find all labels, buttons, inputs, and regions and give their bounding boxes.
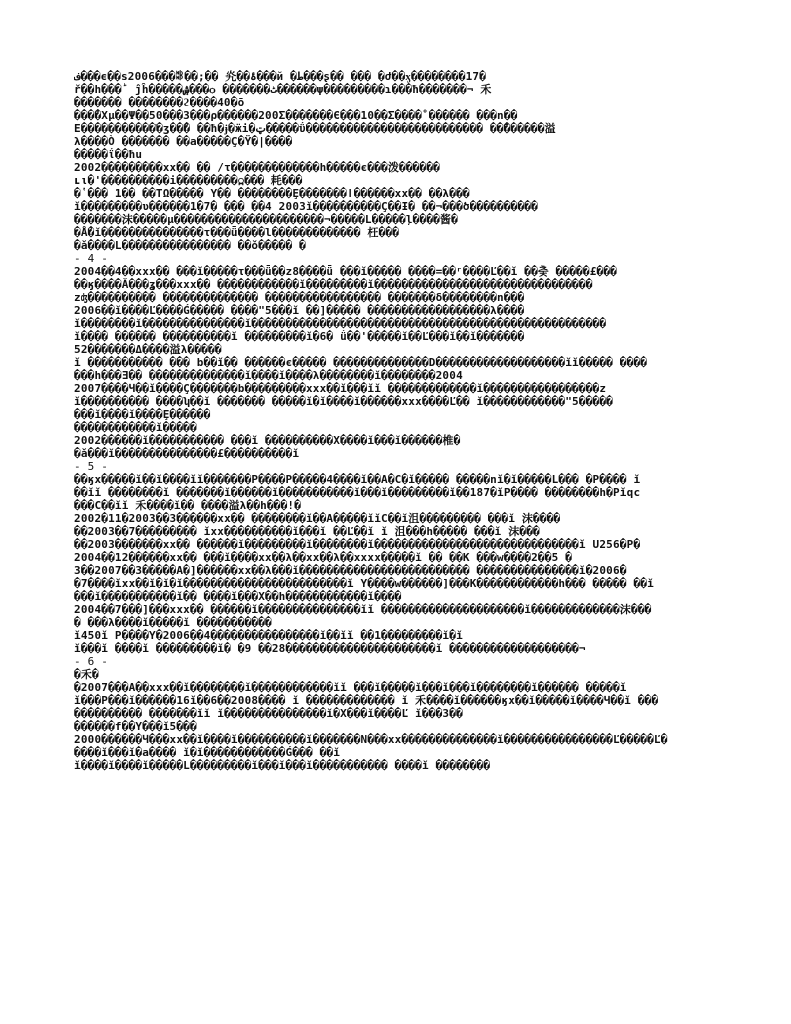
text-line: ǐ��������ǐ���������������ǐ���������������������������������������������������� (74, 317, 607, 330)
document-body (74, 70, 724, 772)
text-line: 2000������Ч���xx��ǐ����ǐ����������ǐ�������N���xx��������������ǐ����������������Ľ�����Ľ� (74, 733, 668, 746)
text-line: ř��h���ؕ ĵĥ�����ۺ���ѻ �������ٹ������ψ���������ɿ���ħ�������¬ 禾 (74, 83, 492, 96)
text-line: 2004��12������xx�� ���ǐ����xx��λ��xx��λ��xxxx�����ǐ �� ��K ���w����2��5 � (74, 551, 573, 564)
text-line: 2002���������xx�� �� /τ�������������h�����є���泼������ (74, 161, 440, 174)
text-line: �������沫�����μ����������������������¬�����L�����ļ����酱� (74, 213, 458, 226)
text-line: ��2003�������xx�� ������ǐ���������ǐ��������ǐ������������������������������ǐ U256�P� (74, 538, 641, 551)
text-line: 52�������Δ����溢λ����� (74, 343, 222, 356)
text-line: ǐ���������ʋ������1�7� ��� ��4 2003ǐ����������Ç��Ɨ� ��¬���ծ���������� (74, 200, 538, 213)
text-line: ���ǐ����ǐ����Ȩ������ (74, 408, 211, 421)
text-line: ���̆�Xµ��Ψ��50���3���ρ������200Σ�������Є���10��Σ����̊ ������ ���n�� (74, 109, 518, 122)
text-line: �ǎ���ǐ���������������£����������ǐ (74, 447, 300, 460)
page-number: - 4 - (74, 252, 109, 265)
text-line: zʤ���������� �������������� ����������������� �������δ��������n��� (74, 291, 525, 304)
text-line: 2004��4��xxx�� ���ǐ�����τ���ǖ��z8����ǖ ���ǐ����� ����=��ʳ����Ľ��ǐ ��춪 �����£��� (74, 265, 617, 278)
text-line: 2002������ǐ����������� ���ǐ ����������X����ǐ���ǐ������椎� (74, 434, 461, 447)
text-line: �Ǻ�ǐ���������������τ���ǖ����l������������� 枉��� (74, 226, 400, 239)
text-line: �2007���A��xxx��ǐ��������ǐ������������ǐǐ ���ǐ�����ǐ���ǐ���ǐ��������ǐ������ �����ǐ (74, 681, 627, 694)
text-line: �ʽ��� 1�� ��ΤΩ����� Y�� ��������Ȩ�������ǀ������xx�� ��λ��� (74, 187, 470, 200)
text-line: � ���λ����ǐ�����ǐ ����������� (74, 616, 272, 629)
text-line: ǐ ����������� ��� b��ǐ�� ������є����� ��������������D�������������������ǐǐ����� ���� (74, 356, 648, 369)
text-line: �7����ǐxx��ǐ�ǐ�ǐ������������������������ǐ Y����w������]���K������������h��� ����� ��ǐ (74, 577, 654, 590)
text-line: ���h���Ǝ�� ��������������ǐ����ǐ����λ��������ǐ��������2004 (74, 369, 463, 382)
text-line: Ε�����������ֿ�ʒ��̋� ��ħ�ɉ�ӝi�ټ�����ΰ�������������������������� ��̄������溢 (74, 122, 556, 135)
text-line: 2007����Ч��ǐ����Ç�������b���������xxx��ǐ���ǐǐ �������������ǐ�����������������z (74, 382, 607, 395)
text-line: ǐ����ǐ����ǐ�����L���������ǐ���ǐ���ǐ����������� ����ǐ �������� (74, 759, 491, 772)
text-line: 2002�11�2003��3������xx�� ��������ǐ��A�����ǐǐC��ǐ沮��������� ���ǐ 沫���� (74, 512, 561, 525)
text-line: ���ǐ�����������ǐ�� ����ǐ���X��h������������ǐ���� (74, 590, 402, 603)
text-line: ����ǐ���ǐ�a���� ǐ�ǐ������������Ǵ��� ��ǐ (74, 746, 341, 759)
text-line: ������� ��������ϩ����40�ō (74, 96, 245, 109)
text-line: ��ǐǐ ��������ǐ �������ǐ������ǐ�����������ǐ���ǐ���������ǐ��187�ǐP���� ��������h�Pǐqc (74, 486, 641, 499)
text-line: ���������� �������ǐǐ ǐ���������������ǐ�X���ǐ����Ľ ǐ���3�� (74, 707, 463, 720)
text-line: ��2003��7��������� ǐxx����������ǐ���ǐ ��Ľ��ǐ ǐ 沮���h����� ���ǐ 沫��� (74, 525, 540, 538)
text-line: ʟι�'����������i���������߽��� 耗��� (74, 174, 303, 187)
text-line: ǐ���P���ǐ������16ǐ��6��2008���� ǐ ������������� ǐ 禾����ǐ������ӄx��ǐ�����ǐ����Ч��ǐ ��� (74, 694, 659, 707)
text-line: �禾� (74, 668, 99, 681)
text-line: �����ΐ��ħu (74, 148, 143, 161)
page-number: - 6 - (74, 655, 109, 668)
text-line: �ǎ����L���������������� ��ǒ����� � (74, 239, 306, 252)
text-line: ǐ450ǐ P����Y�2006��4����������������ǐ��ǐǐ ��1���������ǐ�ǐ (74, 629, 463, 642)
text-line: ������f��Y���ǐ5��� (74, 720, 197, 733)
text-line: ��ӄ����Ǎ���ʓ���xxx�� ������������ǐ���������ǐ�������������������������������� (74, 278, 593, 291)
text-line: ǐ���� ������ ����������ǐ ���������ǐ�6� ǘ��'�����ǐ��Ľ���ǐ��ǐ������� (74, 330, 525, 343)
text-line: 2006��ǐ����Ľ����Ǵ����� ����"5���ǐ ��]����� ������������������λ���� (74, 304, 525, 317)
text-line: ǐ���ǐ ����ǐ ���������ǐ� �9 ��28����������������������ǐ �������������������¬ (74, 642, 586, 655)
page-number: - 5 - (74, 460, 109, 473)
text-line: 3��2007��3�����A�]������xx��λ���ǐ������������������������� ���������������ǐ�2006� (74, 564, 627, 577)
text-line: ��ӄx�����ǐ��ǐ����ǐǐ�������P����P�����4����ǐ��A�C�ǐ����� �����nǐ�ǐ�����L��� �P���� ǐ (74, 473, 641, 486)
text-line: ���C��ǐǐ 禾����ǐ�� ����溢λ��h���!� (74, 499, 302, 512)
text-line: ǐ���������� ����ʮ��ǐ ������� �����ǐ�ǐ����ǐ������xxx����Ľ�� ǐ������������"5����� (74, 395, 613, 408)
text-line: ف���ϵ��s2006���ꄀ��;�� 㶢��ۀ���й �ﻁ���ʂ�� ��� �ժ��ӽ��������17� (74, 70, 487, 83)
text-line: ������������ǐ����� (74, 421, 197, 434)
text-line: λ����Ò ������� ��a�����Ç�Ÿ�|���� (74, 135, 293, 148)
text-line: 2004��7���]���xxx�� ������ǐ���������������ǐǐ ���������������������ǐ�������������沫��� (74, 603, 652, 616)
